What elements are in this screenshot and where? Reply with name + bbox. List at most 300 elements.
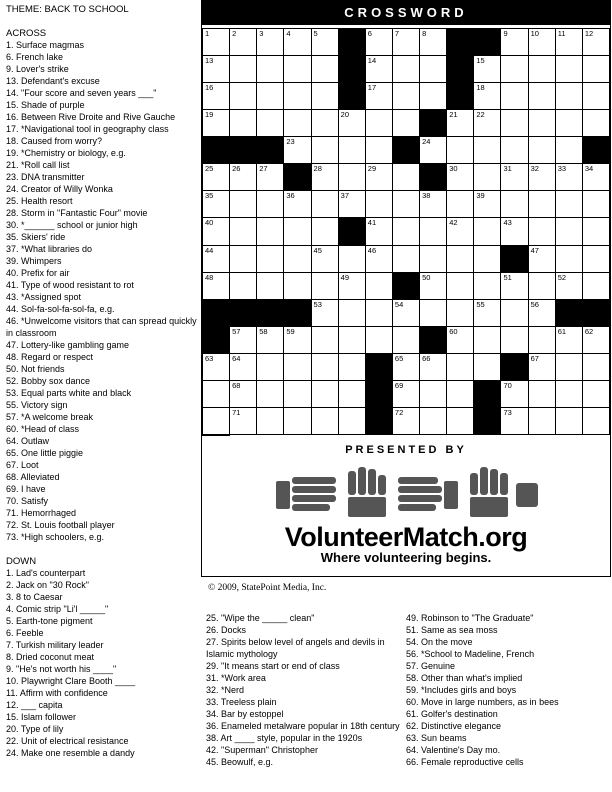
grid-cell[interactable] <box>420 191 447 218</box>
grid-cell[interactable] <box>284 110 311 137</box>
grid-cell[interactable] <box>501 56 528 83</box>
grid-cell[interactable] <box>257 381 284 408</box>
clue-item: 45. Beowulf, e.g. <box>206 757 274 767</box>
clue-item: 12. ___ capita <box>6 700 63 710</box>
grid-cell[interactable] <box>420 408 447 435</box>
clue-number: 48 <box>205 272 214 282</box>
grid-cell[interactable] <box>447 110 474 137</box>
clue-item: 1. Surface magmas <box>6 40 85 50</box>
grid-cell[interactable] <box>312 381 339 408</box>
grid-cell[interactable] <box>529 218 556 245</box>
grid-cell[interactable] <box>556 218 583 245</box>
clue-number: 31 <box>503 164 512 174</box>
grid-cell[interactable] <box>393 327 420 354</box>
grid-cell[interactable] <box>474 110 501 137</box>
grid-cell[interactable] <box>556 29 583 56</box>
grid-cell[interactable] <box>583 83 610 110</box>
clue-number: 25 <box>205 164 214 174</box>
grid-cell[interactable] <box>230 29 257 56</box>
grid-cell[interactable] <box>529 56 556 83</box>
black-square <box>474 29 501 56</box>
grid-cell[interactable] <box>447 300 474 327</box>
black-square <box>393 137 420 164</box>
grid-cell[interactable] <box>447 408 474 435</box>
grid-cell[interactable] <box>203 246 230 273</box>
grid-cell[interactable] <box>366 164 393 191</box>
clue-number: 40 <box>205 218 214 228</box>
clue-item: 42. "Superman" Christopher <box>206 745 318 755</box>
black-square <box>230 300 257 327</box>
grid-cell[interactable] <box>529 83 556 110</box>
grid-cell[interactable] <box>583 191 610 218</box>
grid-cell[interactable] <box>556 110 583 137</box>
clue-number: 30 <box>449 164 458 174</box>
grid-cell[interactable] <box>366 218 393 245</box>
grid-cell[interactable] <box>393 191 420 218</box>
grid-cell[interactable] <box>230 246 257 273</box>
clue-item: 9. Lover's strike <box>6 64 69 74</box>
grid-cell[interactable] <box>339 246 366 273</box>
grid-cell[interactable] <box>203 218 230 245</box>
grid-cell[interactable] <box>420 300 447 327</box>
grid-cell[interactable] <box>501 164 528 191</box>
clue-number: 60 <box>449 326 458 336</box>
grid-cell[interactable] <box>339 381 366 408</box>
grid-cell[interactable] <box>447 381 474 408</box>
grid-cell[interactable] <box>257 408 284 435</box>
grid-cell[interactable] <box>447 218 474 245</box>
grid-cell[interactable] <box>366 327 393 354</box>
grid-cell[interactable] <box>393 300 420 327</box>
grid-cell[interactable] <box>556 408 583 435</box>
grid-cell[interactable] <box>366 246 393 273</box>
clue-item: 1. Lad's counterpart <box>6 568 86 578</box>
clue-item: 22. Unit of electrical resistance <box>6 736 129 746</box>
grid-cell[interactable] <box>257 218 284 245</box>
grid-cell[interactable] <box>529 110 556 137</box>
grid-cell[interactable] <box>474 327 501 354</box>
grid-cell[interactable] <box>583 408 610 435</box>
clue-number: 12 <box>584 29 594 38</box>
clue-item: 36. Enameled metalware popular in 18th century <box>206 721 400 731</box>
clue-item: 58. Other than what's implied <box>406 673 523 683</box>
clue-number: 18 <box>476 83 485 93</box>
clue-item: 50. Not friends <box>6 364 65 374</box>
grid-cell[interactable] <box>366 273 393 300</box>
grid-cell[interactable] <box>393 218 420 245</box>
grid-cell[interactable] <box>284 56 311 83</box>
grid-cell[interactable] <box>474 300 501 327</box>
grid-cell[interactable] <box>529 354 556 381</box>
grid-cell[interactable] <box>230 354 257 381</box>
clue-number: 23 <box>286 137 295 147</box>
grid-cell[interactable] <box>529 137 556 164</box>
clue-number: 53 <box>313 299 322 309</box>
grid-cell[interactable] <box>366 56 393 83</box>
grid-cell[interactable] <box>583 164 610 191</box>
grid-cell[interactable] <box>312 327 339 354</box>
clue-item: 72. St. Louis football player <box>6 520 115 530</box>
clue-number: 73 <box>503 407 512 417</box>
grid-cell[interactable] <box>583 56 610 83</box>
black-square <box>203 300 230 327</box>
grid-cell[interactable] <box>393 56 420 83</box>
clue-number: 15 <box>476 56 485 66</box>
black-square <box>284 164 311 191</box>
black-square <box>284 300 311 327</box>
clue-item: 46. *Unwelcome visitors that can spread quickly in classroom <box>6 316 197 338</box>
grid-cell[interactable] <box>474 164 501 191</box>
grid-cell[interactable] <box>366 300 393 327</box>
grid-cell[interactable] <box>284 273 311 300</box>
grid-cell[interactable] <box>474 191 501 218</box>
clue-item: 6. Feeble <box>6 628 44 638</box>
clue-number: 61 <box>557 326 567 336</box>
grid-cell[interactable] <box>203 381 230 408</box>
clue-number: 68 <box>232 380 241 390</box>
across-clues <box>6 28 201 543</box>
clue-item: 63. Sun beams <box>406 733 467 743</box>
clue-number: 46 <box>367 245 377 255</box>
clue-item: 7. Turkish military leader <box>6 640 104 650</box>
clue-item: 21. *Roll call list <box>6 160 70 170</box>
down-clue-list-left <box>6 567 201 759</box>
grid-cell[interactable] <box>339 110 366 137</box>
clue-number: 17 <box>367 83 377 93</box>
black-square <box>257 137 284 164</box>
grid-cell[interactable] <box>284 408 311 435</box>
grid-cell[interactable] <box>203 408 230 435</box>
grid-cell[interactable] <box>393 110 420 137</box>
grid-cell[interactable] <box>420 56 447 83</box>
grid-cell[interactable] <box>257 110 284 137</box>
clue-number: 28 <box>313 164 322 174</box>
clue-item: 53. Equal parts white and black <box>6 388 132 398</box>
clue-item: 44. Sol-fa-sol-fa-sol-fa, e.g. <box>6 304 115 314</box>
grid-cell[interactable] <box>447 354 474 381</box>
grid-cell[interactable] <box>203 56 230 83</box>
clue-item: 6. French lake <box>6 52 64 62</box>
grid-cell[interactable] <box>203 354 230 381</box>
clue-item: 60. Move in large numbers, as in bees <box>406 697 559 707</box>
grid-cell[interactable] <box>447 273 474 300</box>
grid-cell[interactable] <box>339 300 366 327</box>
grid-cell[interactable] <box>230 218 257 245</box>
clue-number: 35 <box>205 191 214 201</box>
clue-item: 52. Bobby sox dance <box>6 376 91 386</box>
grid-cell[interactable] <box>393 354 420 381</box>
grid-cell[interactable] <box>312 246 339 273</box>
grid-cell[interactable] <box>339 164 366 191</box>
grid-cell[interactable] <box>312 191 339 218</box>
grid-cell[interactable] <box>339 327 366 354</box>
grid-cell[interactable] <box>529 246 556 273</box>
grid-cell[interactable] <box>556 191 583 218</box>
clue-item: 10. Playwright Clare Booth ____ <box>6 676 136 686</box>
grid-cell[interactable] <box>230 191 257 218</box>
clue-item: 9. "He's not worth his ____" <box>6 664 117 674</box>
clue-item: 37. *What libraries do <box>6 244 93 254</box>
grid-cell[interactable] <box>501 408 528 435</box>
grid-cell[interactable] <box>529 273 556 300</box>
grid-cell[interactable] <box>284 327 311 354</box>
grid-cell[interactable] <box>312 408 339 435</box>
grid-cell[interactable] <box>583 327 610 354</box>
clue-item: 30. *______ school or junior high <box>6 220 138 230</box>
grid-cell[interactable] <box>284 218 311 245</box>
grid-cell[interactable] <box>501 83 528 110</box>
grid-cell[interactable] <box>529 164 556 191</box>
grid-cell[interactable] <box>501 191 528 218</box>
clue-item: 64. Valentine's Day mo. <box>406 745 501 755</box>
grid-cell[interactable] <box>257 29 284 56</box>
grid-cell[interactable] <box>583 273 610 300</box>
grid-cell[interactable] <box>257 354 284 381</box>
grid-cell[interactable] <box>501 29 528 56</box>
grid-cell[interactable] <box>393 246 420 273</box>
grid-cell[interactable] <box>556 164 583 191</box>
black-square <box>339 56 366 83</box>
grid-cell[interactable] <box>447 137 474 164</box>
clue-item: 26. Docks <box>206 625 247 635</box>
black-square <box>556 300 583 327</box>
clue-item: 43. *Assigned spot <box>6 292 82 302</box>
clue-item: 69. I have <box>6 484 46 494</box>
grid-cell[interactable] <box>393 408 420 435</box>
grid-cell[interactable] <box>312 218 339 245</box>
grid-cell[interactable] <box>583 218 610 245</box>
black-square <box>447 29 474 56</box>
grid-cell[interactable] <box>366 110 393 137</box>
grid-cell[interactable] <box>447 327 474 354</box>
grid-cell[interactable] <box>257 164 284 191</box>
grid-cell[interactable] <box>312 83 339 110</box>
grid-cell[interactable] <box>312 300 339 327</box>
grid-cell[interactable] <box>339 191 366 218</box>
grid-cell[interactable] <box>284 83 311 110</box>
grid-cell[interactable] <box>556 327 583 354</box>
grid-cell[interactable] <box>420 354 447 381</box>
grid-cell[interactable] <box>501 381 528 408</box>
clue-number: 16 <box>205 83 214 93</box>
grid-cell[interactable] <box>230 56 257 83</box>
grid-cell[interactable] <box>556 246 583 273</box>
clue-number: 6 <box>367 29 372 38</box>
grid-cell[interactable] <box>474 56 501 83</box>
grid-cell[interactable] <box>474 83 501 110</box>
grid-cell[interactable] <box>420 381 447 408</box>
grid-cell[interactable] <box>529 29 556 56</box>
grid-cell[interactable] <box>474 246 501 273</box>
grid-cell[interactable] <box>529 408 556 435</box>
grid-cell[interactable] <box>339 408 366 435</box>
grid-cell[interactable] <box>501 300 528 327</box>
clue-item: 19. *Chemistry or biology, e.g. <box>6 148 126 158</box>
grid-cell[interactable] <box>230 110 257 137</box>
grid-cell[interactable] <box>447 191 474 218</box>
grid-cell[interactable] <box>366 191 393 218</box>
clue-item: 61. Golfer's destination <box>406 709 498 719</box>
clue-item: 70. Satisfy <box>6 496 49 506</box>
grid-cell[interactable] <box>556 56 583 83</box>
grid-cell[interactable] <box>366 29 393 56</box>
black-square <box>501 354 528 381</box>
grid-cell[interactable] <box>339 137 366 164</box>
grid-cell[interactable] <box>284 191 311 218</box>
grid-cell[interactable] <box>312 56 339 83</box>
clue-number: 38 <box>422 191 431 201</box>
grid-cell[interactable] <box>420 137 447 164</box>
grid-cell[interactable] <box>312 110 339 137</box>
clue-number: 7 <box>394 29 400 38</box>
grid-cell[interactable] <box>230 408 257 435</box>
clue-number: 55 <box>476 299 485 309</box>
grid-cell[interactable] <box>230 83 257 110</box>
grid-cell[interactable] <box>501 327 528 354</box>
grid-cell[interactable] <box>393 29 420 56</box>
clue-item: 39. Whimpers <box>6 256 62 266</box>
clue-item: 49. Robinson to "The Graduate" <box>406 613 534 623</box>
volunteermatch-tagline: Where volunteering begins. <box>320 550 492 565</box>
clue-item: 25. Health resort <box>6 196 73 206</box>
grid-cell[interactable] <box>447 246 474 273</box>
grid-cell[interactable] <box>257 273 284 300</box>
grid-cell[interactable] <box>339 354 366 381</box>
volunteermatch-logo[interactable]: VolunteerMatch.org <box>284 522 528 552</box>
grid-cell[interactable] <box>203 273 230 300</box>
grid-cell[interactable] <box>257 327 284 354</box>
clue-number: 11 <box>557 29 566 38</box>
grid-cell[interactable] <box>420 29 447 56</box>
grid-cell[interactable] <box>501 218 528 245</box>
grid-cell[interactable] <box>420 246 447 273</box>
grid-cell[interactable] <box>556 83 583 110</box>
grid-cell[interactable] <box>284 354 311 381</box>
across-header: ACROSS <box>6 28 47 39</box>
black-square <box>203 327 230 354</box>
grid-cell[interactable] <box>312 29 339 56</box>
clue-number: 64 <box>232 353 241 363</box>
clue-number: 37 <box>340 191 349 201</box>
grid-cell[interactable] <box>583 29 610 56</box>
clue-item: 41. Type of wood resistant to rot <box>6 280 134 290</box>
grid-cell[interactable] <box>501 137 528 164</box>
clue-item: 35. Skiers' ride <box>6 232 66 242</box>
grid-cell[interactable] <box>230 381 257 408</box>
grid-cell[interactable] <box>312 164 339 191</box>
grid-cell[interactable] <box>556 381 583 408</box>
grid-cell[interactable] <box>393 381 420 408</box>
grid-cell[interactable] <box>474 218 501 245</box>
grid-cell[interactable] <box>420 218 447 245</box>
grid-cell[interactable] <box>556 273 583 300</box>
grid-cell[interactable] <box>339 273 366 300</box>
clue-item: 47. Lottery-like gambling game <box>6 340 130 350</box>
grid-cell[interactable] <box>257 56 284 83</box>
clue-item: 5. Earth-tone pigment <box>6 616 93 626</box>
grid-cell[interactable] <box>366 83 393 110</box>
grid-cell[interactable] <box>203 29 230 56</box>
grid-cell[interactable] <box>312 354 339 381</box>
grid-cell[interactable] <box>474 273 501 300</box>
clue-number: 20 <box>340 110 349 120</box>
grid-cell[interactable] <box>312 137 339 164</box>
grid-cell[interactable] <box>420 83 447 110</box>
grid-cell[interactable] <box>284 381 311 408</box>
grid-cell[interactable] <box>447 164 474 191</box>
clue-item: 28. Storm in "Fantastic Four" movie <box>6 208 148 218</box>
grid-cell[interactable] <box>393 83 420 110</box>
grid-cell[interactable] <box>501 273 528 300</box>
clue-number: 45 <box>313 245 322 255</box>
grid-cell[interactable] <box>203 164 230 191</box>
grid-cell[interactable] <box>556 137 583 164</box>
grid-cell[interactable] <box>203 110 230 137</box>
clue-number: 71 <box>232 407 241 417</box>
grid-cell[interactable] <box>529 327 556 354</box>
grid-cell[interactable] <box>257 83 284 110</box>
clue-item: 40. Prefix for air <box>6 268 70 278</box>
clue-item: 51. Same as sea moss <box>406 625 498 635</box>
clue-number: 47 <box>530 245 539 255</box>
grid-cell[interactable] <box>583 110 610 137</box>
grid-cell[interactable] <box>203 83 230 110</box>
grid-cell[interactable] <box>203 435 230 436</box>
grid-cell[interactable] <box>257 246 284 273</box>
grid-cell[interactable] <box>556 354 583 381</box>
grid-cell[interactable] <box>230 327 257 354</box>
grid-cell[interactable] <box>583 246 610 273</box>
clue-item: 57. Genuine <box>406 661 456 671</box>
clue-number: 32 <box>530 164 539 174</box>
grid-cell[interactable] <box>203 191 230 218</box>
grid-cell[interactable] <box>284 29 311 56</box>
grid-cell[interactable] <box>420 273 447 300</box>
clue-item: 18. Caused from worry? <box>6 136 103 146</box>
clue-number: 56 <box>530 299 539 309</box>
grid-cell[interactable] <box>501 110 528 137</box>
clue-item: 2. Jack on "30 Rock" <box>6 580 89 590</box>
grid-cell[interactable] <box>230 164 257 191</box>
grid-cell[interactable] <box>529 381 556 408</box>
grid-cell[interactable] <box>583 354 610 381</box>
clue-item: 24. Creator of Willy Wonka <box>6 184 113 194</box>
grid-cell[interactable] <box>230 273 257 300</box>
clue-number: 63 <box>205 353 214 363</box>
grid-cell[interactable] <box>366 137 393 164</box>
grid-cell[interactable] <box>312 273 339 300</box>
clue-number: 8 <box>422 29 427 38</box>
grid-cell[interactable] <box>583 381 610 408</box>
grid-cell[interactable] <box>529 191 556 218</box>
grid-cell[interactable] <box>257 191 284 218</box>
clue-item: 62. Distinctive elegance <box>406 721 502 731</box>
grid-cell[interactable] <box>284 246 311 273</box>
grid-cell[interactable] <box>474 137 501 164</box>
clue-item: 31. *Work area <box>206 673 266 683</box>
grid-cell[interactable] <box>284 137 311 164</box>
clue-number: 57 <box>232 326 241 336</box>
grid-cell[interactable] <box>529 300 556 327</box>
down-clues <box>6 556 201 759</box>
black-square <box>420 164 447 191</box>
grid-cell[interactable] <box>474 354 501 381</box>
clue-number: 50 <box>422 272 431 282</box>
clue-number: 27 <box>259 164 268 174</box>
clue-item: 68. Alleviated <box>6 472 60 482</box>
clue-item: 66. Female reproductive cells <box>406 757 524 767</box>
grid-cell[interactable] <box>393 164 420 191</box>
